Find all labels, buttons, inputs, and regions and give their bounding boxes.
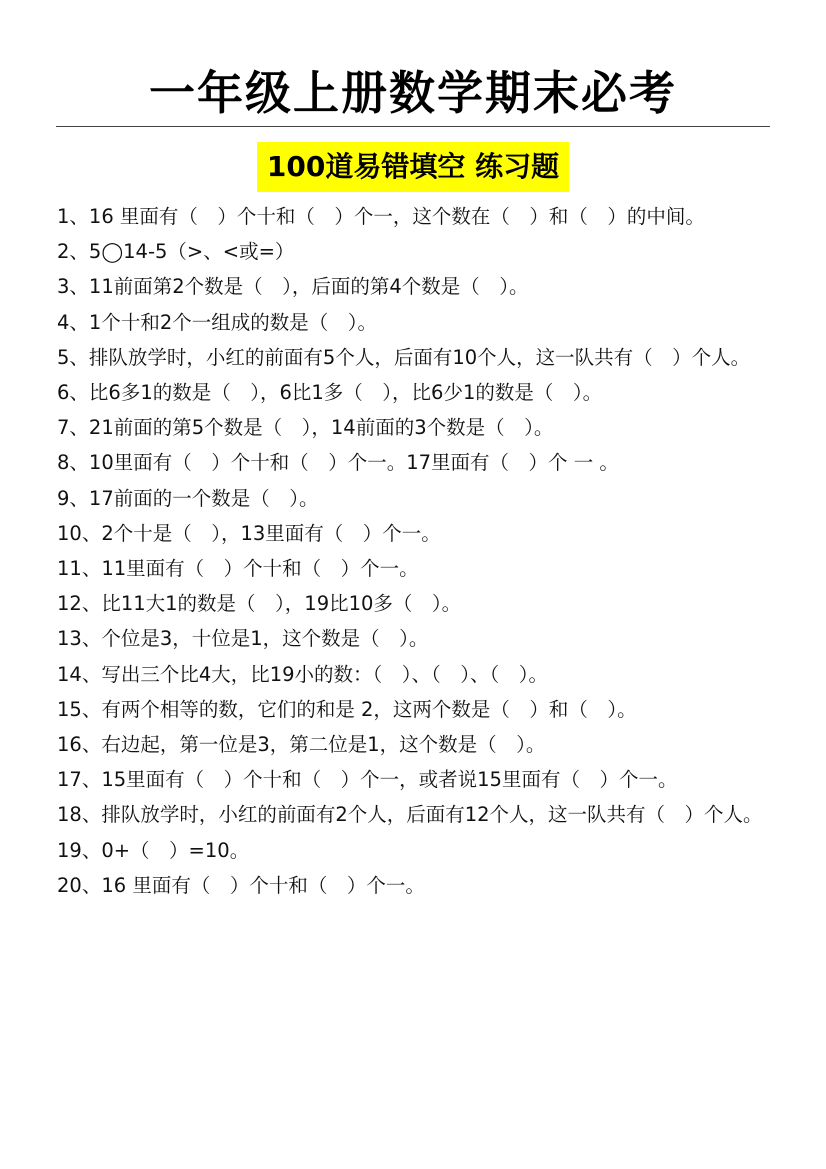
question-item: 12、比11大1的数是（ ），19比10多（ ）。 [57, 592, 462, 616]
document-title: 一年级上册数学期末必考 [149, 66, 677, 120]
question-item: 10、2个十是（ ），13里面有（ ）个一。 [57, 521, 441, 545]
title-divider [56, 126, 770, 127]
question-item: 18、排队放学时，小红的前面有2个人，后面有12个人，这一队共有（ ）个人。 [57, 803, 763, 827]
question-list [57, 199, 771, 903]
question-item: 16、右边起，第一位是3，第二位是1，这个数是（ ）。 [57, 733, 546, 757]
question-item: 1、16 里面有（ ）个十和（ ）个一，这个数在（ ）和（ ）的中间。 [57, 205, 705, 228]
question-item: 2、5◯14-5（>、<或=） [57, 240, 295, 264]
question-item: 3、11前面第2个数是（ ），后面的第4个数是（ ）。 [57, 275, 529, 299]
question-item: 15、有两个相等的数，它们的和是 2，这两个数是（ ）和（ ）。 [57, 697, 637, 721]
question-item: 6、比6多1的数是（ ），6比1多（ ），比6少1的数是（ ）。 [57, 381, 603, 405]
question-item: 11、11里面有（ ）个十和（ ）个一。 [57, 557, 419, 581]
question-item: 8、10里面有（ ）个十和（ ）个一。17里面有（ ）个 一 。 [57, 451, 619, 475]
question-item: 4、1个十和2个一组成的数是（ ）。 [57, 310, 377, 334]
question-item: 20、16 里面有（ ）个十和（ ）个一。 [57, 873, 425, 897]
question-item: 9、17前面的一个数是（ ）。 [57, 486, 319, 510]
subtitle-highlight: 100道易错填空 练习题 [257, 142, 569, 192]
question-item: 5、排队放学时，小红的前面有5个人，后面有10个人，这一队共有（ ）个人。 [57, 345, 751, 369]
question-item: 7、21前面的第5个数是（ ），14前面的3个数是（ ）。 [57, 416, 554, 440]
question-item: 17、15里面有（ ）个十和（ ）个一，或者说15里面有（ ）个一。 [57, 768, 678, 792]
question-item: 14、写出三个比4大，比19小的数：（ ）、（ ）、（ ）。 [57, 662, 549, 686]
question-item: 19、0+（ ）=10。 [57, 838, 250, 862]
subtitle-container [0, 142, 826, 192]
question-item: 13、个位是3，十位是1，这个数是（ ）。 [57, 627, 429, 651]
